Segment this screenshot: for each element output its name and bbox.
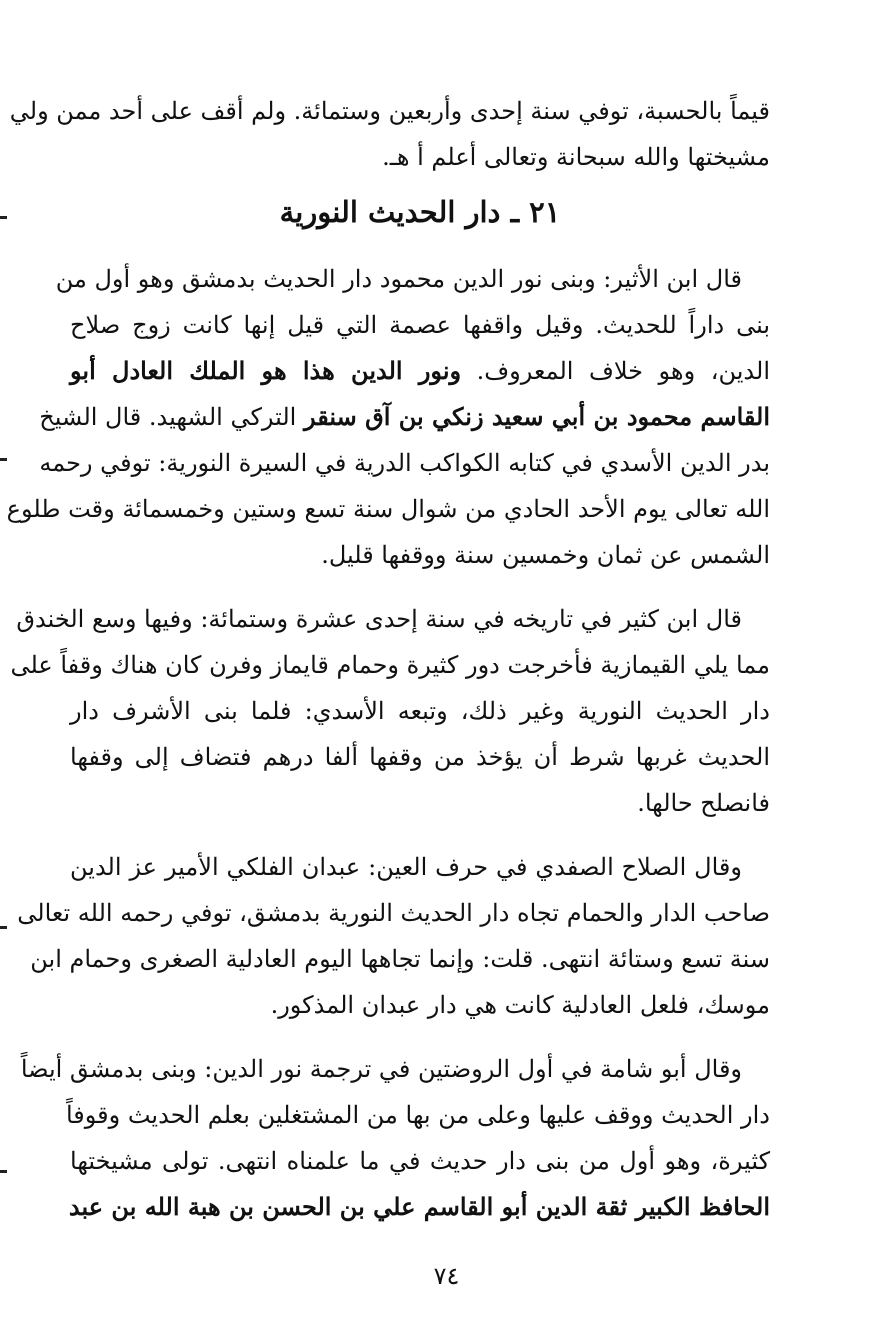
paragraph-ibn-kathir <box>10 596 770 826</box>
text-line: بدر الدين الأسدي في كتابه الكواكب الدرية في السيرة النورية: توفي رحمه <box>39 449 770 477</box>
continuation-paragraph <box>9 88 770 180</box>
text-line: مما يلي القيمازية فأخرجت دور كثيرة وحمام قايماز وفرن كان هناك وقفاً على <box>10 651 770 679</box>
text-line: دار الحديث النورية وغير ذلك، وتبعه الأسدي: فلما بنى الأشرف دار <box>70 697 770 725</box>
text-line: بنى داراً للحديث. وقيل واقفها عصمة التي قيل إنها كانت زوج صلاح <box>70 311 771 339</box>
text-line: الله تعالى يوم الأحد الحادي من شوال سنة تسع وستين وخمسمائة وقت طلوع <box>6 495 770 523</box>
text-segment: التركي الشهيد. قال الشيخ <box>39 403 297 431</box>
section-heading: ٢١ ـ دار الحديث النورية <box>279 195 561 229</box>
text-line: الحديث غربها شرط أن يؤخذ من وقفها ألفا درهم فتضاف إلى وقفها <box>70 743 770 771</box>
text-line: موسك، فلعل العادلية كانت هي دار عبدان المذكور. <box>270 991 770 1019</box>
paragraph-abu-shama <box>20 1046 770 1230</box>
scan-edge-mark <box>0 216 7 219</box>
text-line: وقال الصلاح الصفدي في حرف العين: عبدان الفلكي الأمير عز الدين <box>70 853 742 881</box>
paragraph-ibn-al-athir <box>6 256 771 578</box>
text-line: دار الحديث ووقف عليها وعلى من بها من المشتغلين بعلم الحديث وقوفاً <box>65 1101 770 1129</box>
text-segment: الدين، وهو خلاف المعروف. <box>476 357 770 385</box>
text-line <box>39 394 770 440</box>
text-line: وقال أبو شامة في أول الروضتين في ترجمة نور الدين: وبنى بدمشق أيضاً <box>20 1055 742 1083</box>
text-line: الشمس عن ثمان وخمسين سنة ووقفها قليل. <box>321 541 770 569</box>
page-number: ٧٤ <box>433 1262 460 1290</box>
bold-text-segment: ونور الدين هذا هو الملك العادل أبو <box>70 356 462 385</box>
text-line: قال ابن كثير في تاريخه في سنة إحدى عشرة وستمائة: وفيها وسع الخندق <box>16 605 742 633</box>
text-line: صاحب الدار والحمام تجاه دار الحديث النورية بدمشق، توفي رحمه الله تعالى <box>17 899 770 927</box>
text-line: سنة تسع وستائة انتهى. قلت: وإنما تجاهها اليوم العادلية الصغرى وحمام ابن <box>30 945 770 973</box>
scan-edge-mark <box>0 926 7 929</box>
scan-edge-mark <box>0 458 7 461</box>
text-line: قال ابن الأثير: وبنى نور الدين محمود دار الحديث بدمشق وهو أول من <box>55 265 742 293</box>
text-line <box>70 348 770 394</box>
text-line: الحافظ الكبير ثقة الدين أبو القاسم علي بن الحسن بن هبة الله بن عبد <box>68 1192 770 1221</box>
text-line: كثيرة، وهو أول من بنى دار حديث في ما علمناه انتهى. تولى مشيختها <box>70 1147 770 1175</box>
scan-edge-mark <box>0 1170 7 1173</box>
text-line: قيماً بالحسبة، توفي سنة إحدى وأربعين وستمائة. ولم أقف على أحد ممن ولي <box>9 97 770 125</box>
paragraph-al-safadi <box>17 844 770 1028</box>
text-line: مشيختها والله سبحانة وتعالى أعلم أ هـ. <box>382 143 770 171</box>
text-line: فانصلح حالها. <box>637 789 770 817</box>
bold-text-segment: القاسم محمود بن أبي سعيد زنكي بن آق سنقر <box>304 402 770 431</box>
book-page <box>6 88 771 1328</box>
